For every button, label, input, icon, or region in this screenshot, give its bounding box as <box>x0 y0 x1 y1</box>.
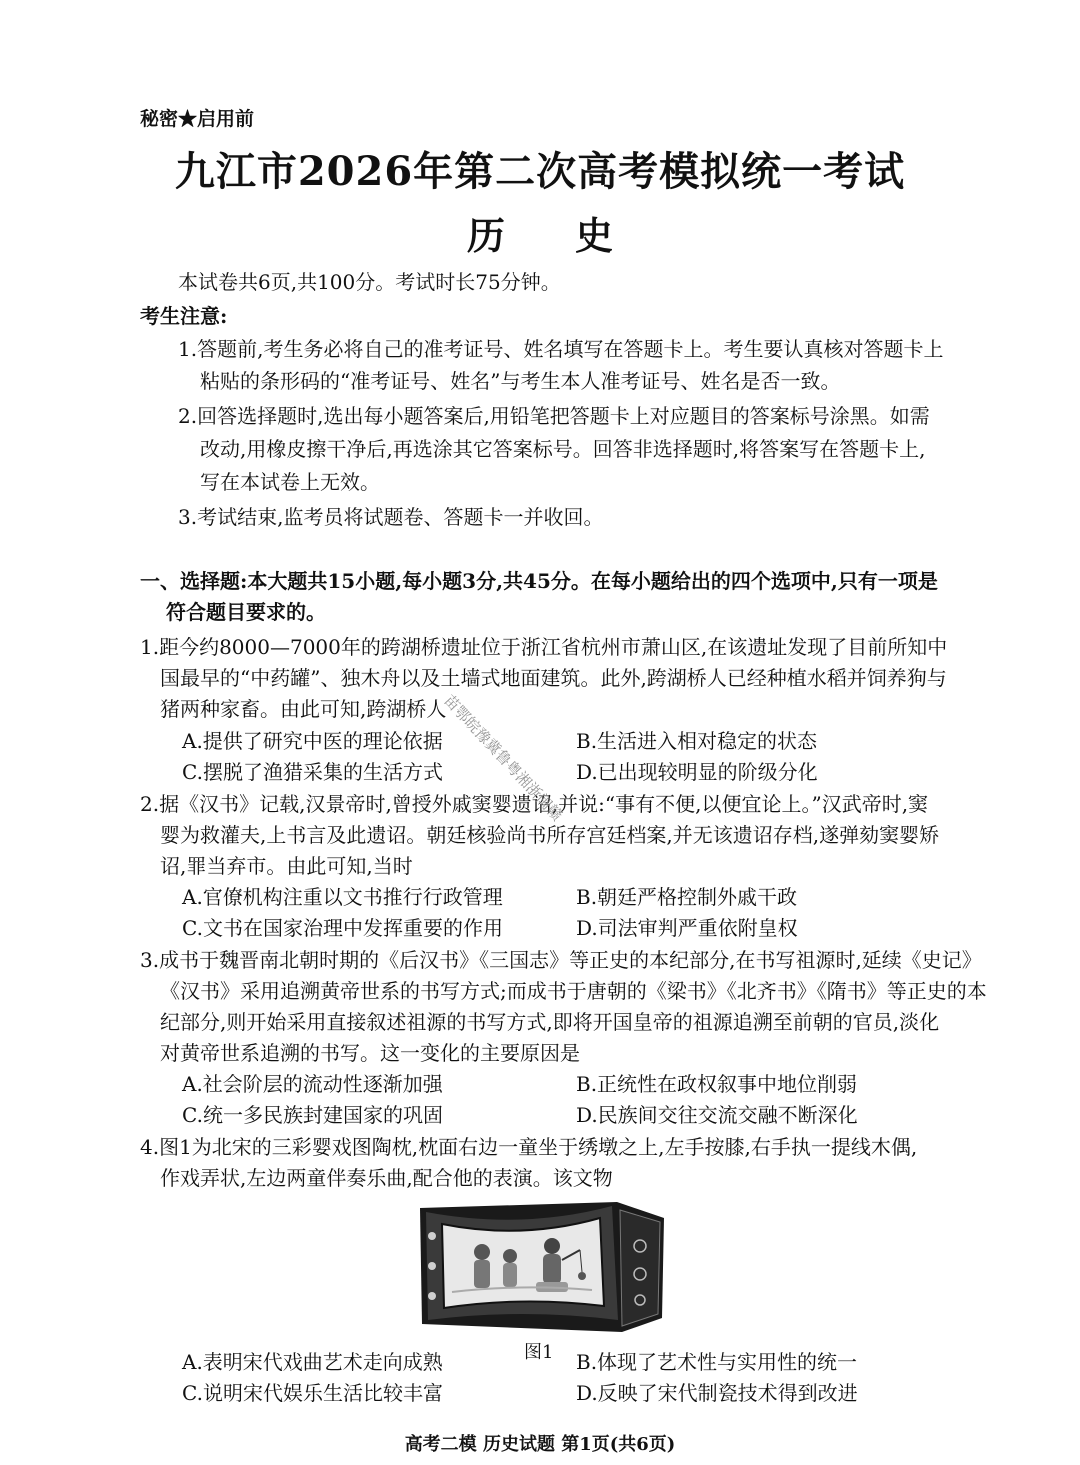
question-1-stem: 1.距今约8000—7000年的跨湖桥遗址位于浙江省杭州市萧山区,在该遗址发现了目前所知中 <box>140 635 948 659</box>
exam-summary: 本试卷共6页,共100分。考试时长75分钟。 <box>178 270 561 294</box>
question-1-stem: 猪两种家畜。由此可知,跨湖桥人 <box>160 697 447 721</box>
note-line: 改动,用橡皮擦干净后,再选涂其它答案标号。回答非选择题时,将答案写在答题卡上, <box>200 437 926 461</box>
section-heading-cont: 符合题目要求的。 <box>166 600 326 624</box>
question-2-option-b: B.朝廷严格控制外戚干政 <box>576 885 798 909</box>
pottery-pillow-figure <box>412 1196 672 1336</box>
question-2-stem: 2.据《汉书》记载,汉景帝时,曾授外戚窦婴遗诏,并说:“事有不便,以便宜论上。”汉武帝时,窦 <box>140 792 929 816</box>
question-2-option-c: C.文书在国家治理中发挥重要的作用 <box>182 916 503 940</box>
question-1-option-a: A.提供了研究中医的理论依据 <box>182 729 443 753</box>
note-line: 2.回答选择题时,选出每小题答案后,用铅笔把答题卡上对应题目的答案标号涂黑。如需 <box>178 404 930 428</box>
note-line: 粘贴的条形码的“准考证号、姓名”与考生本人准考证号、姓名是否一致。 <box>200 369 841 393</box>
notes-heading: 考生注意: <box>140 304 228 328</box>
question-1-stem: 国最早的“中药罐”、独木舟以及土墙式地面建筑。此外,跨湖桥人已经种植水稻并饲养狗与 <box>160 666 947 690</box>
note-line: 写在本试卷上无效。 <box>200 470 380 494</box>
confidential-label: 秘密★启用前 <box>140 108 255 130</box>
exam-title: 九江市2026年第二次高考模拟统一考试 <box>174 148 906 195</box>
question-4-stem: 4.图1为北宋的三彩婴戏图陶枕,枕面右边一童坐于绣墩之上,左手按膝,右手执一提线木偶, <box>140 1135 918 1159</box>
question-1-option-b: B.生活进入相对稳定的状态 <box>576 729 818 753</box>
question-2-option-d: D.司法审判严重依附皇权 <box>576 916 798 940</box>
question-3-option-c: C.统一多民族封建国家的巩固 <box>182 1103 443 1127</box>
section-heading: 一、选择题:本大题共15小题,每小题3分,共45分。在每小题给出的四个选项中,只有一项是 <box>140 569 938 593</box>
question-2-option-a: A.官僚机构注重以文书推行行政管理 <box>182 885 503 909</box>
question-2-stem: 婴为救灌夫,上书言及此遗诏。朝廷核验尚书所存宫廷档案,并无该遗诏存档,遂弹劾窦婴矫 <box>160 823 940 847</box>
question-3-option-a: A.社会阶层的流动性逐渐加强 <box>182 1072 443 1096</box>
question-3-option-b: B.正统性在政权叙事中地位削弱 <box>576 1072 858 1096</box>
note-line: 1.答题前,考生务必将自己的准考证号、姓名填写在答题卡上。考生要认真核对答题卡上 <box>178 337 944 361</box>
question-3-stem: 对黄帝世系追溯的书写。这一变化的主要原因是 <box>160 1041 580 1065</box>
subject-title: 历史 <box>466 213 683 258</box>
question-1-option-d: D.已出现较明显的阶级分化 <box>576 760 818 784</box>
question-4-option-d: D.反映了宋代制瓷技术得到改进 <box>576 1381 858 1405</box>
question-3-stem: 3.成书于魏晋南北朝时期的《后汉书》《三国志》等正史的本纪部分,在书写祖源时,延续《史记》 <box>140 948 982 972</box>
question-4-option-c: C.说明宋代娱乐生活比较丰富 <box>182 1381 443 1405</box>
note-line: 3.考试结束,监考员将试题卷、答题卡一并收回。 <box>178 505 604 529</box>
question-4-option-b: B.体现了艺术性与实用性的统一 <box>576 1350 858 1374</box>
question-3-stem: 纪部分,则开始采用直接叙述祖源的书写方式,即将开国皇帝的祖源追溯至前朝的官员,淡化 <box>160 1010 940 1034</box>
question-1-option-c: C.摆脱了渔猎采集的生活方式 <box>182 760 443 784</box>
question-4-option-a: A.表明宋代戏曲艺术走向成熟 <box>182 1350 443 1374</box>
watermark: 苗鄂皖豫冀鲁粤湘浙闽赣 <box>440 691 567 825</box>
question-2-stem: 诏,罪当弃市。由此可知,当时 <box>160 854 413 878</box>
page-footer: 高考二模 历史试题 第1页(共6页) <box>404 1434 676 1455</box>
question-4-stem: 作戏弄状,左边两童伴奏乐曲,配合他的表演。该文物 <box>160 1166 613 1190</box>
question-3-stem: 《汉书》采用追溯黄帝世系的书写方式;而成书于唐朝的《梁书》《北齐书》《隋书》等正史的本 <box>160 979 987 1003</box>
question-3-option-d: D.民族间交往交流交融不断深化 <box>576 1103 858 1127</box>
figure-caption: 图1 <box>524 1342 554 1363</box>
